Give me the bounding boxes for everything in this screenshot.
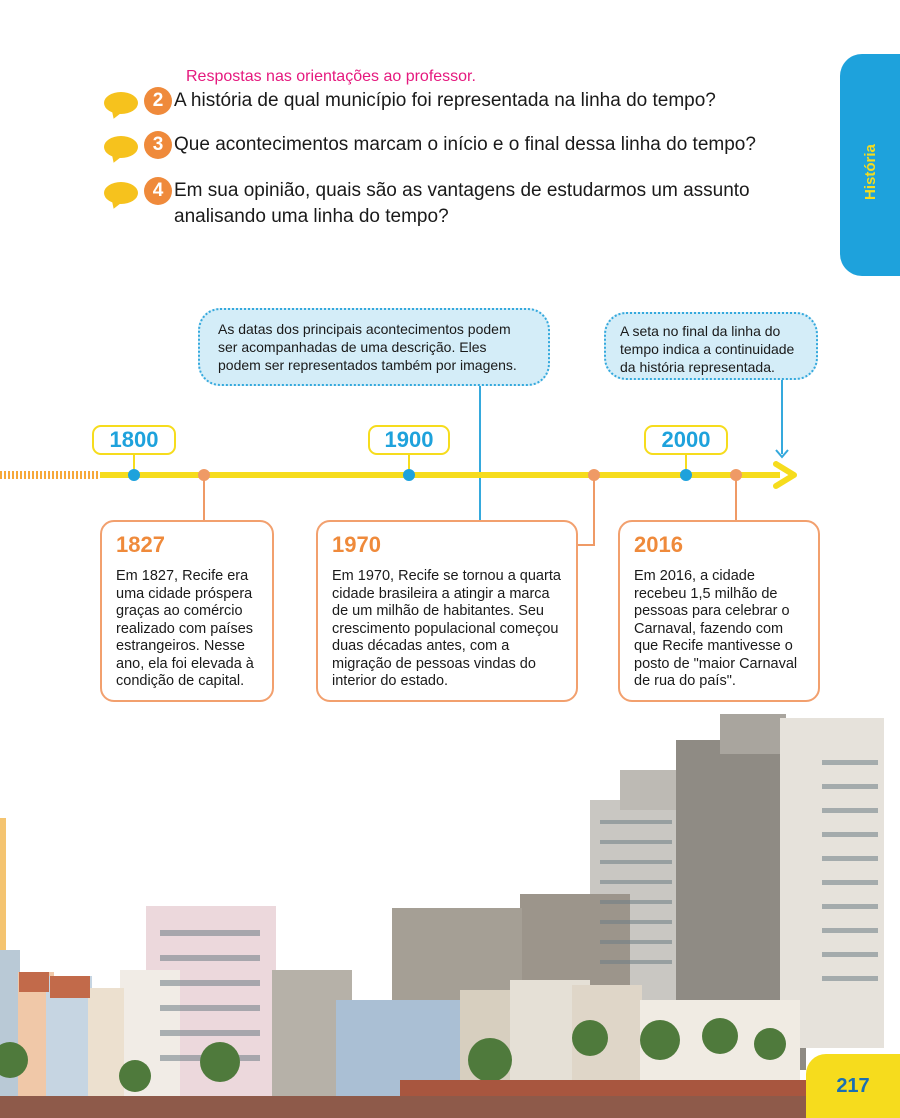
recife-skyline-photo (0, 700, 900, 1118)
event-connector-2016 (735, 478, 737, 522)
speech-bubble-icon (104, 136, 138, 158)
event-year: 1970 (332, 532, 381, 557)
question-3 (104, 130, 814, 160)
question-number: 3 (144, 131, 172, 159)
century-label-1900: 1900 (368, 425, 450, 455)
arrow-callout-pointer-icon (774, 448, 790, 460)
event-description: Em 1970, Recife se tornou a quarta cidade brasileira a atingir a marca de um milhão de habitantes. Seu crescimento populacional começou duas décadas antes, com a migração de pessoas vindas do interior do estado. (332, 568, 561, 689)
teacher-note: Respostas nas orientações ao professor. (186, 68, 476, 85)
event-description: Em 1827, Recife era uma cidade próspera graças ao comércio realizado com países estrangeiros. Nesse ano, ela foi elevada à condição de capital. (116, 568, 254, 689)
event-card-1970 (316, 520, 578, 702)
century-marker-1800 (128, 469, 140, 481)
event-card-2016 (618, 520, 820, 702)
page-number: 217 (806, 1054, 900, 1118)
event-year: 2016 (634, 532, 683, 557)
question-text: Em sua opinião, quais são as vantagens de estudarmos um assunto analisando uma linha do tempo? (174, 180, 750, 227)
event-card-1827 (100, 520, 274, 702)
subject-tab-label: História (862, 144, 879, 200)
speech-bubble-icon (104, 182, 138, 204)
century-label-2000: 2000 (644, 425, 728, 455)
speech-bubble-icon (104, 92, 138, 114)
event-year: 1827 (116, 532, 165, 557)
event-description: Em 2016, a cidade recebeu 1,5 milhão de pessoas para celebrar o Carnaval, fazendo com que Recife mantivesse o posto de "maior Carnaval de rua do país". (634, 568, 798, 689)
question-2 (104, 86, 814, 116)
century-marker-1900 (403, 469, 415, 481)
timeline-past-hatch (0, 471, 100, 479)
question-number: 2 (144, 87, 172, 115)
timeline-arrow-icon (770, 461, 798, 489)
question-text: A história de qual município foi representada na linha do tempo? (174, 90, 716, 111)
event-connector-1970-branch (578, 544, 595, 546)
event-connector-1827 (203, 478, 205, 522)
century-label-1800: 1800 (92, 425, 176, 455)
arrow-callout-pointer-line (781, 380, 783, 454)
event-connector-1970 (593, 478, 595, 546)
callout-arrow: A seta no final da linha do tempo indica a continuidade da história representada. (604, 312, 818, 380)
century-marker-2000 (680, 469, 692, 481)
question-number: 4 (144, 177, 172, 205)
timeline (0, 460, 900, 490)
question-4 (104, 176, 794, 230)
callout-dates: As datas dos principais acontecimentos podem ser acompanhadas de uma descrição. Eles podem ser representados também por imagens. (198, 308, 550, 386)
question-text: Que acontecimentos marcam o início e o final dessa linha do tempo? (174, 134, 756, 155)
